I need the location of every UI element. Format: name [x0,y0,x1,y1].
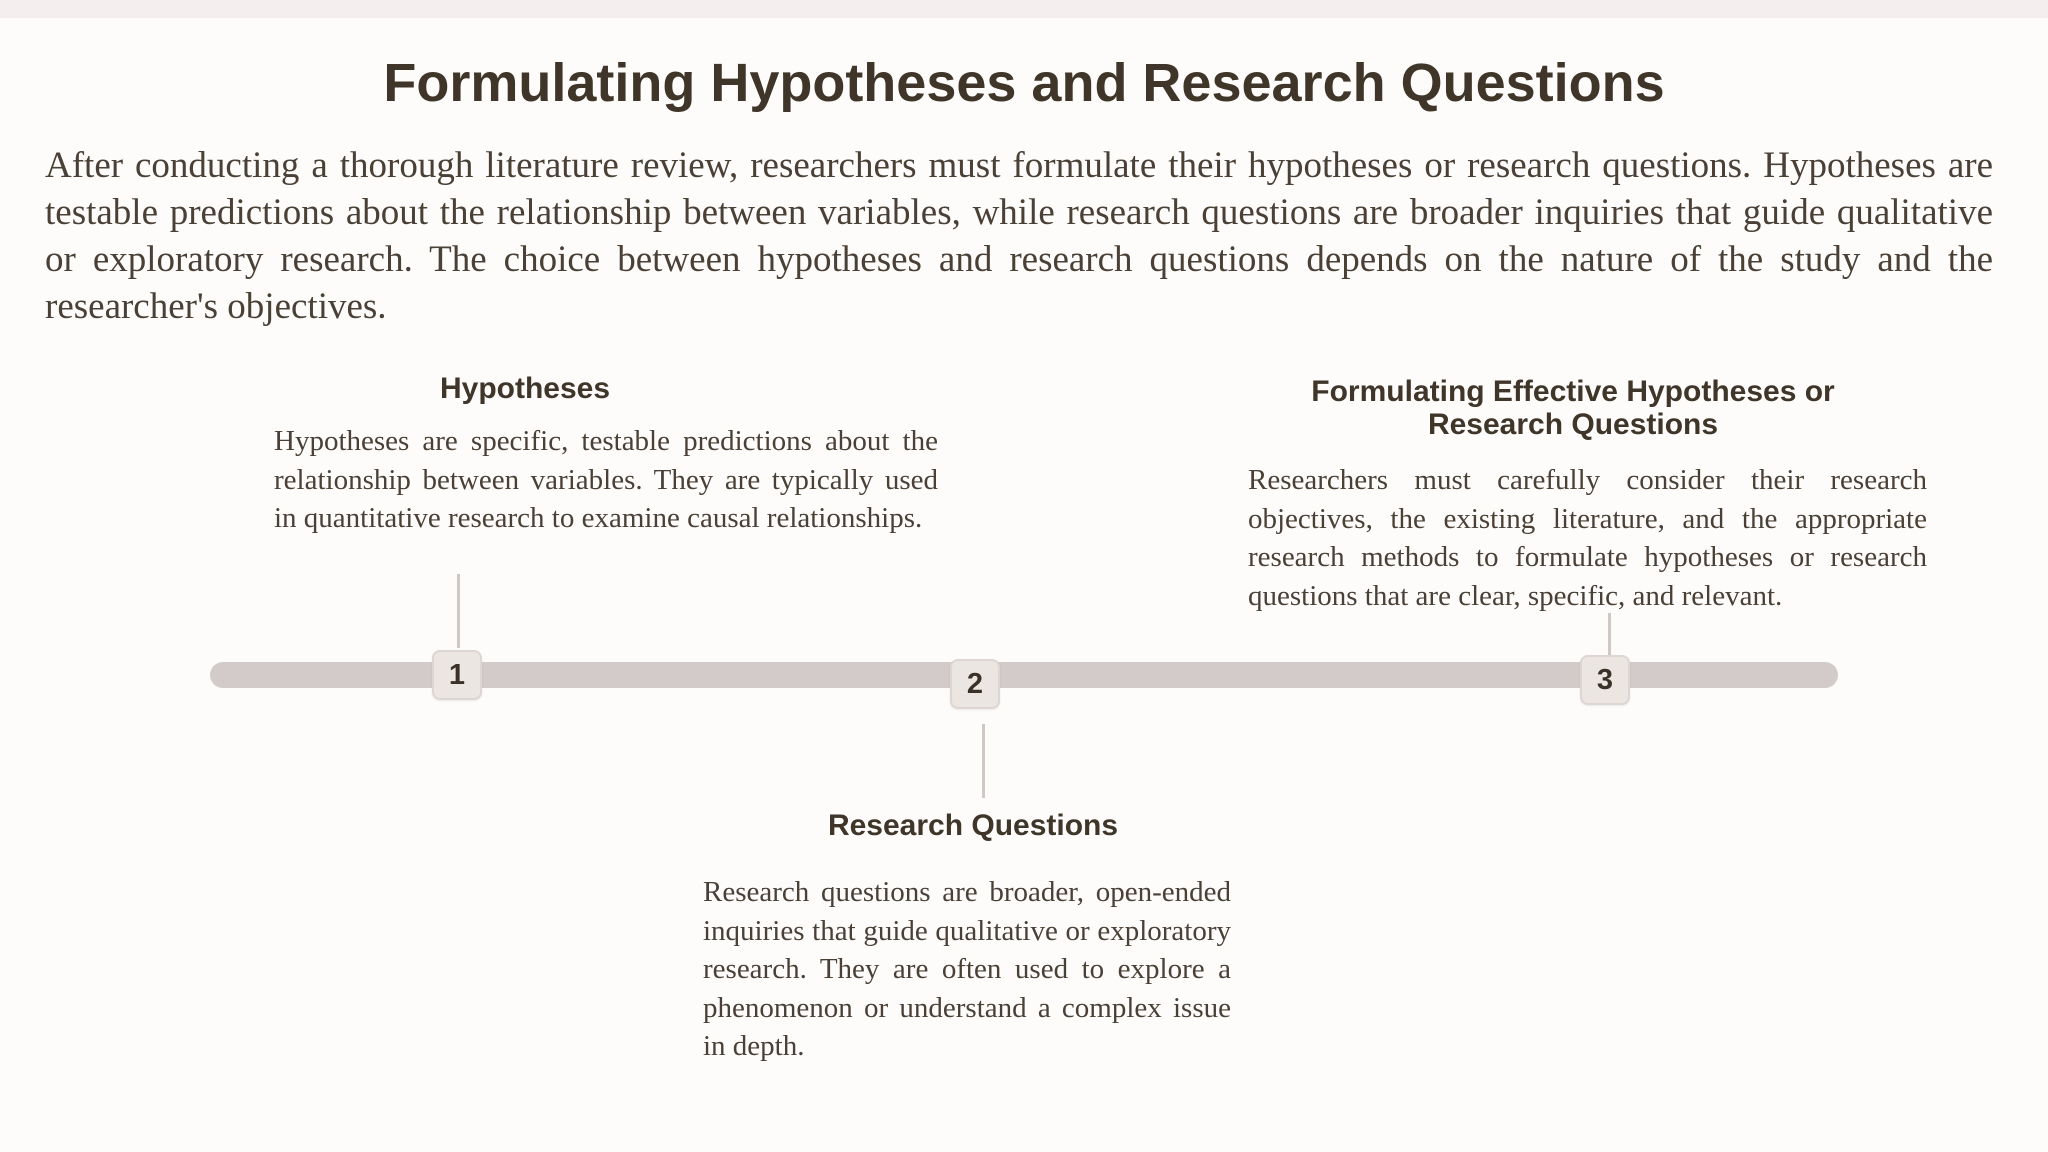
event-1-title: Hypotheses [439,372,611,405]
event-3-marker[interactable]: 3 [1580,655,1630,705]
top-strip [0,0,2048,18]
event-3-connector [1608,613,1611,655]
event-1-connector [457,574,460,648]
event-1-description: Hypotheses are specific, testable predictions about the relationship between variables. They are typically used in quantitative research to examine causal relationships. [274,425,938,534]
event-2-description: Research questions are broader, open-ended inquiries that guide qualitative or exploratory research. They are often used to explore a phenomenon or understand a complex issue in depth. [703,876,1231,1062]
intro-paragraph: After conducting a thorough literature review, researchers must formulate their hypotheses or research questions. Hypotheses are testable predictions about the relationship between variables, while research questions are broader inquiries that guide qualitative or exploratory research. The choice between hypotheses and research questions depends on the nature of the study and the researcher's objectives. [45,145,1993,327]
event-3-title: Formulating Effective Hypotheses or Research Questions [1311,375,1835,441]
slide-title: Formulating Hypotheses and Research Questions [383,53,1665,113]
event-2-connector [982,724,985,798]
event-1-marker[interactable]: 1 [432,650,482,700]
event-3-description: Researchers must carefully consider their research objectives, the existing literature, and the appropriate research methods to formulate hypotheses or research questions that are clear, specific, and relevant. [1248,464,1927,612]
event-2-title: Research Questions [827,809,1119,842]
event-2-marker[interactable]: 2 [950,659,1000,709]
